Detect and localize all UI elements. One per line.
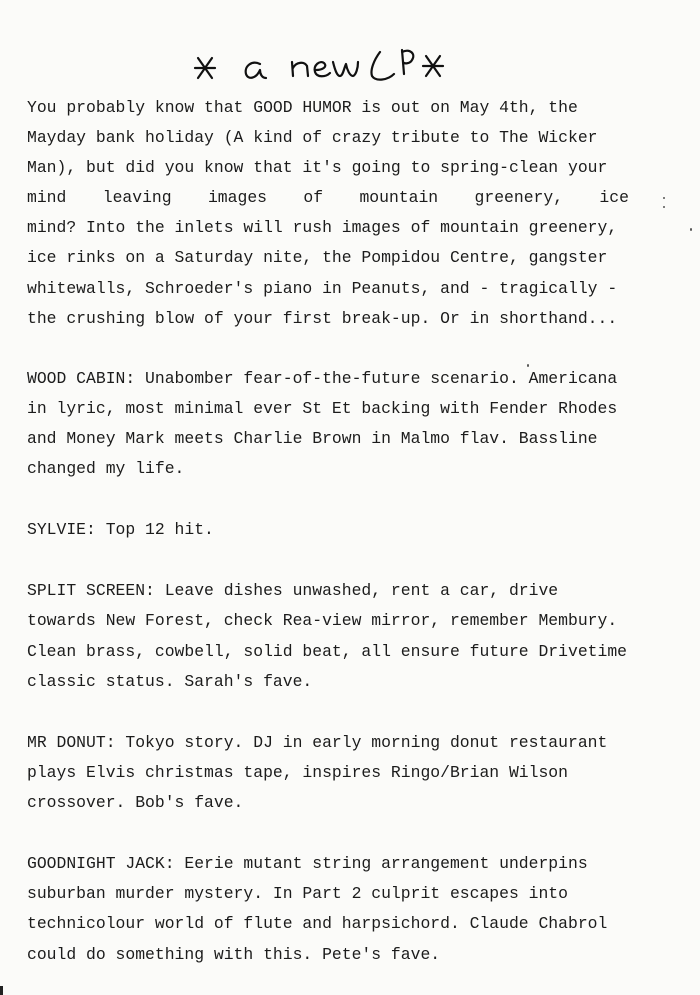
- scan-speck: [527, 364, 529, 367]
- intro-line: You probably know that GOOD HUMOR is out on May 4th, the: [27, 98, 578, 117]
- intro-line: Man), but did you know that it's going to spring-clean your: [27, 158, 608, 177]
- intro-line: Mayday bank holiday (A kind of crazy tribute to The Wicker: [27, 128, 598, 147]
- intro-line: ice rinks on a Saturday nite, the Pompidou Centre, gangster: [27, 248, 608, 267]
- track-split-screen-line: classic status. Sarah's fave.: [27, 672, 313, 691]
- track-goodnight-jack-line: technicolour world of flute and harpsichord. Claude Chabrol: [27, 914, 608, 933]
- track-goodnight-jack-line: GOODNIGHT JACK: Eerie mutant string arrangement underpins: [27, 854, 588, 873]
- track-split-screen-line: Clean brass, cowbell, solid beat, all ensure future Drivetime: [27, 642, 627, 661]
- track-mr-donut-line: plays Elvis christmas tape, inspires Ringo/Brian Wilson: [27, 763, 568, 782]
- intro-line: whitewalls, Schroeder's piano in Peanuts, and - tragically -: [27, 279, 618, 298]
- scan-edge-mark: [0, 986, 3, 995]
- track-goodnight-jack-line: suburban murder mystery. In Part 2 culprit escapes into: [27, 884, 568, 903]
- asterisk-icon: [195, 58, 215, 78]
- intro-line-justified: [27, 188, 629, 208]
- word: of: [303, 188, 324, 207]
- intro-line: mind? Into the inlets will rush images of mountain greenery,: [27, 218, 618, 237]
- word: mind: [27, 188, 67, 207]
- word: ice: [599, 188, 629, 207]
- scan-speck: [690, 228, 692, 231]
- track-wood-cabin-line: changed my life.: [27, 459, 185, 478]
- handwritten-title: [190, 44, 460, 88]
- track-sylvie-line: SYLVIE: Top 12 hit.: [27, 520, 214, 539]
- scan-speck: [663, 206, 665, 208]
- track-wood-cabin-line: and Money Mark meets Charlie Brown in Malmo flav. Bassline: [27, 429, 598, 448]
- word: mountain: [359, 188, 439, 207]
- track-mr-donut-line: crossover. Bob's fave.: [27, 793, 244, 812]
- word: leaving: [102, 188, 172, 207]
- track-wood-cabin-line: WOOD CABIN: Unabomber fear-of-the-future scenario. Americana: [27, 369, 618, 388]
- track-mr-donut-line: MR DONUT: Tokyo story. DJ in early morning donut restaurant: [27, 733, 608, 752]
- track-goodnight-jack-line: could do something with this. Pete's fave.: [27, 945, 441, 964]
- word: images: [207, 188, 267, 207]
- intro-line: the crushing blow of your first break-up. Or in shorthand...: [27, 309, 618, 328]
- track-wood-cabin-line: in lyric, most minimal ever St Et backing with Fender Rhodes: [27, 399, 618, 418]
- track-split-screen-line: towards New Forest, check Rea-view mirror, remember Membury.: [27, 611, 618, 630]
- scan-speck: [663, 197, 665, 199]
- track-split-screen-line: SPLIT SCREEN: Leave dishes unwashed, rent a car, drive: [27, 581, 559, 600]
- asterisk-icon: [423, 56, 443, 76]
- word: greenery,: [474, 188, 564, 207]
